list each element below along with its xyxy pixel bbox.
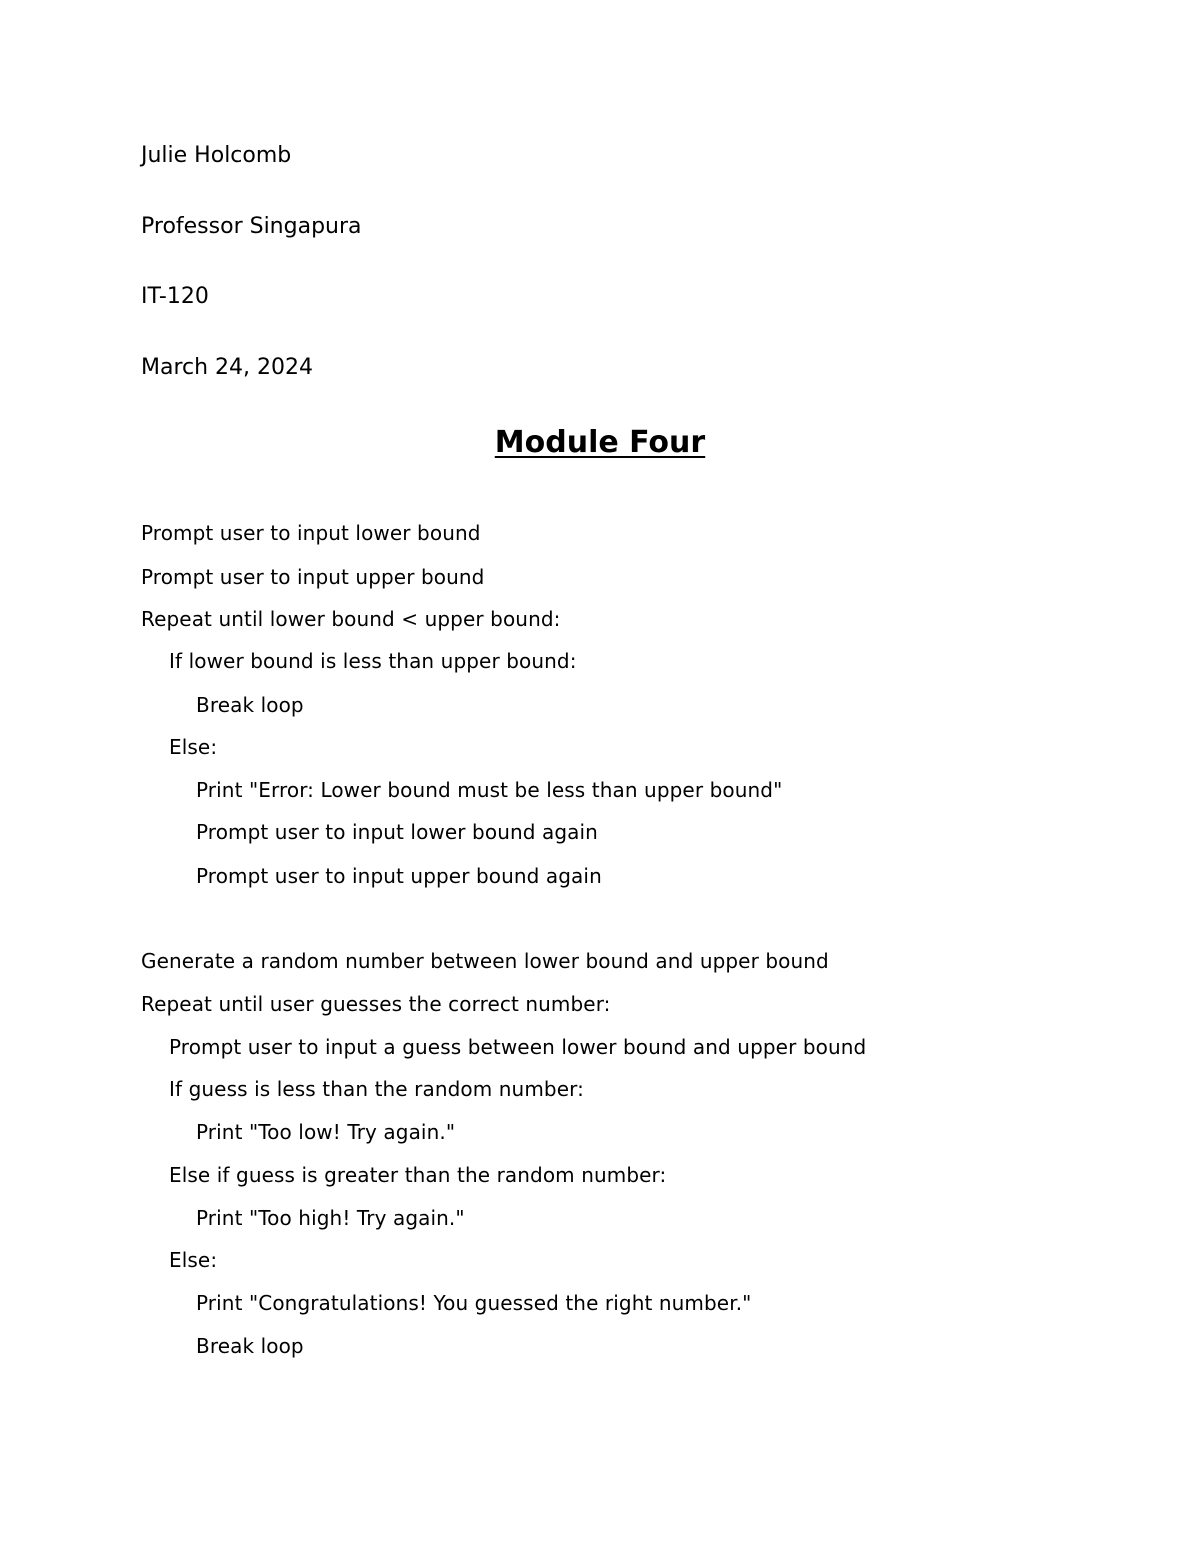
pseudocode-line: Print "Too low! Try again." [196,1120,456,1144]
course-code: IT-120 [141,284,209,309]
pseudocode-line: Break loop [196,693,304,717]
pseudocode-line: Else if guess is greater than the random number: [169,1163,667,1187]
pseudocode-line: Print "Error: Lower bound must be less than upper bound" [196,778,783,802]
pseudocode-line: Prompt user to input lower bound again [196,820,598,844]
author-name: Julie Holcomb [141,143,292,168]
pseudocode-line: Prompt user to input a guess between lower bound and upper bound [169,1035,867,1059]
pseudocode-line: Repeat until user guesses the correct number: [141,992,611,1016]
professor-name: Professor Singapura [141,214,362,239]
pseudocode-line: Break loop [196,1334,304,1358]
pseudocode-line: If guess is less than the random number: [169,1077,584,1101]
pseudocode-line: Prompt user to input lower bound [141,521,481,545]
document-title [0,424,1200,462]
pseudocode-line: Repeat until lower bound < upper bound: [141,607,561,631]
pseudocode-line: Prompt user to input upper bound [141,565,485,589]
pseudocode-line: Generate a random number between lower bound and upper bound [141,949,829,973]
pseudocode-line: If lower bound is less than upper bound: [169,649,577,673]
pseudocode-line: Print "Congratulations! You guessed the right number." [196,1291,752,1315]
document-title-text: Module Four [494,425,706,460]
pseudocode-line: Else: [169,1248,218,1272]
document-date: March 24, 2024 [141,355,314,380]
pseudocode-line: Print "Too high! Try again." [196,1206,465,1230]
pseudocode-line: Prompt user to input upper bound again [196,864,602,888]
pseudocode-line: Else: [169,735,218,759]
